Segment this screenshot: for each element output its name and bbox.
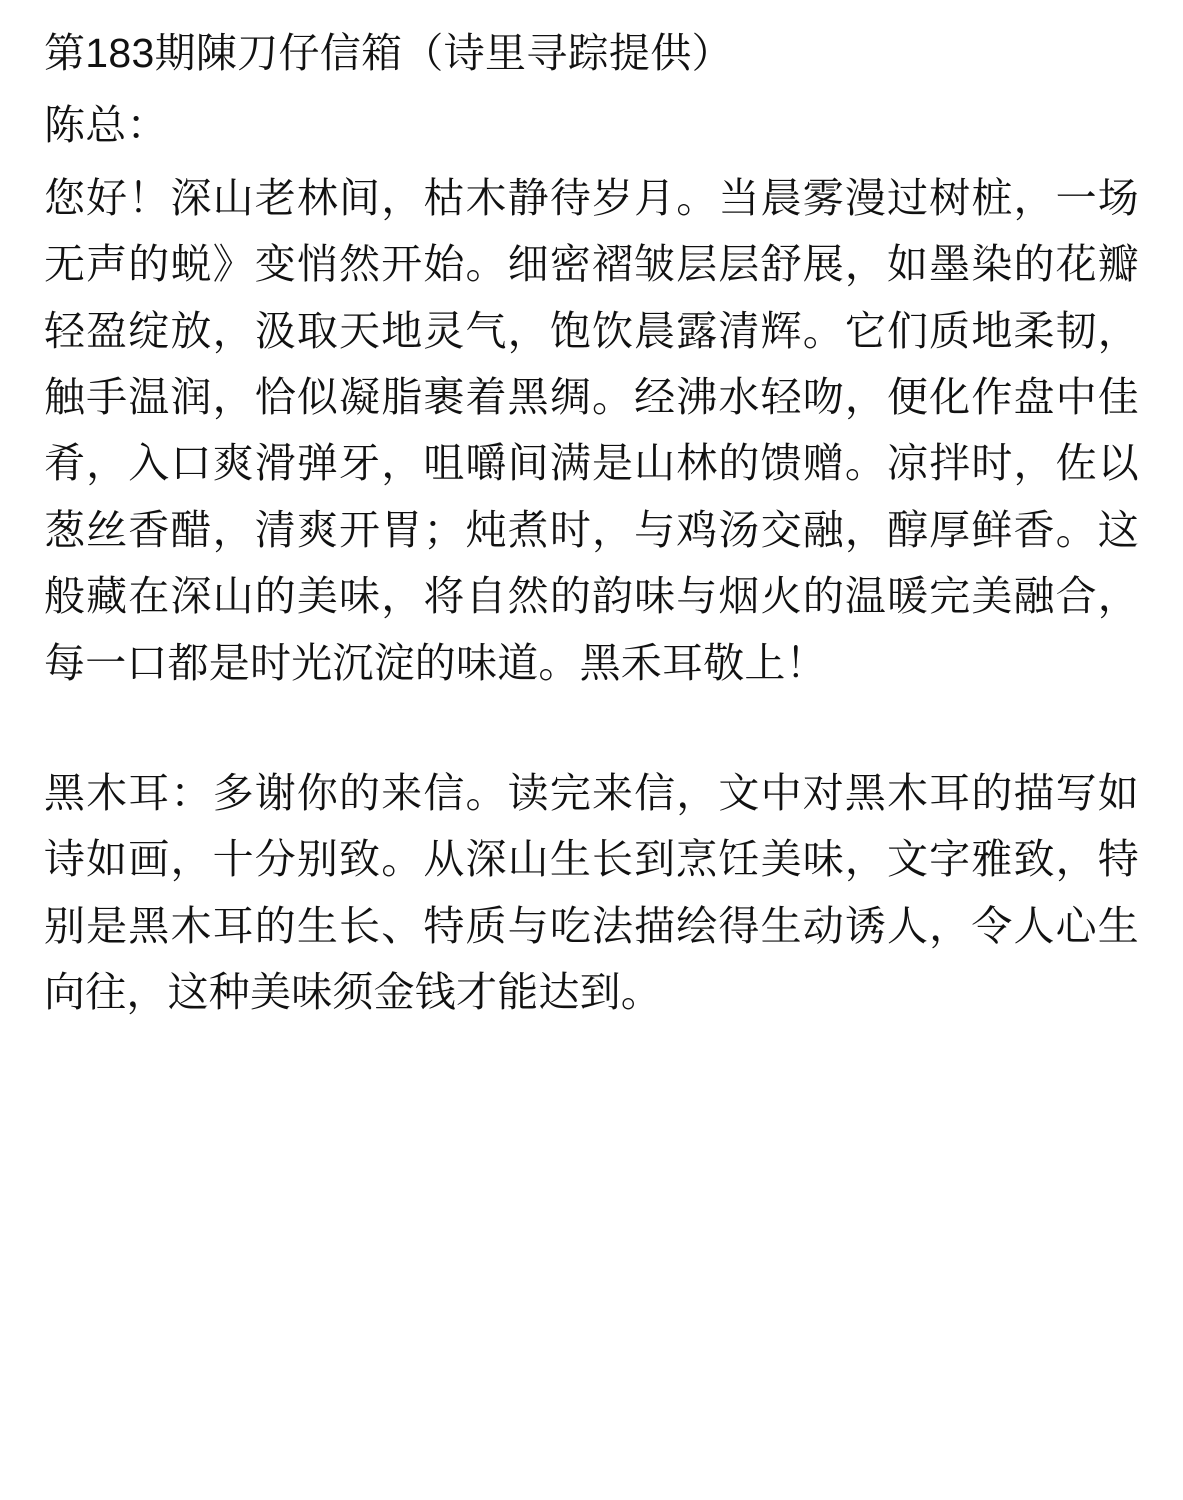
page-title: 第183期陳刀仔信箱（诗里寻踪提供） [44,30,733,76]
paragraph-spacer [44,696,1139,760]
letter-body-text: 您好！深山老林间，枯木静待岁月。当晨雾漫过树桩，一场无声的蜕》变悄然开始。细密褶皱层层舒展，如墨染的花瓣轻盈绽放，汲取天地灵气，饱饮晨露清辉。它们质地柔韧，触手温润，恰似凝脂裹着黑绸。经沸水轻吻，便化作盘中佳肴，入口爽滑弹牙，咀嚼间满是山林的馈赠。凉拌时，佐以葱丝香醋，清爽开胃；炖煮时，与鸡汤交融，醇厚鲜香。这般藏在深山的美味，将自然的韵味与烟火的温暖完美融合，每一口都是时光沉淀的味道。黑禾耳敬上！ [44,174,1139,686]
letter-salutation: 陈总： [44,102,168,149]
reply-body-text: 黑木耳：多谢你的来信。读完来信，文中对黑木耳的描写如诗如画，十分别致。从深山生长到烹饪美味，文字雅致，特别是黑木耳的生长、特质与吃法描绘得生动诱人，令人心生向往，这种美味须金钱才能达到。 [44,770,1139,1016]
